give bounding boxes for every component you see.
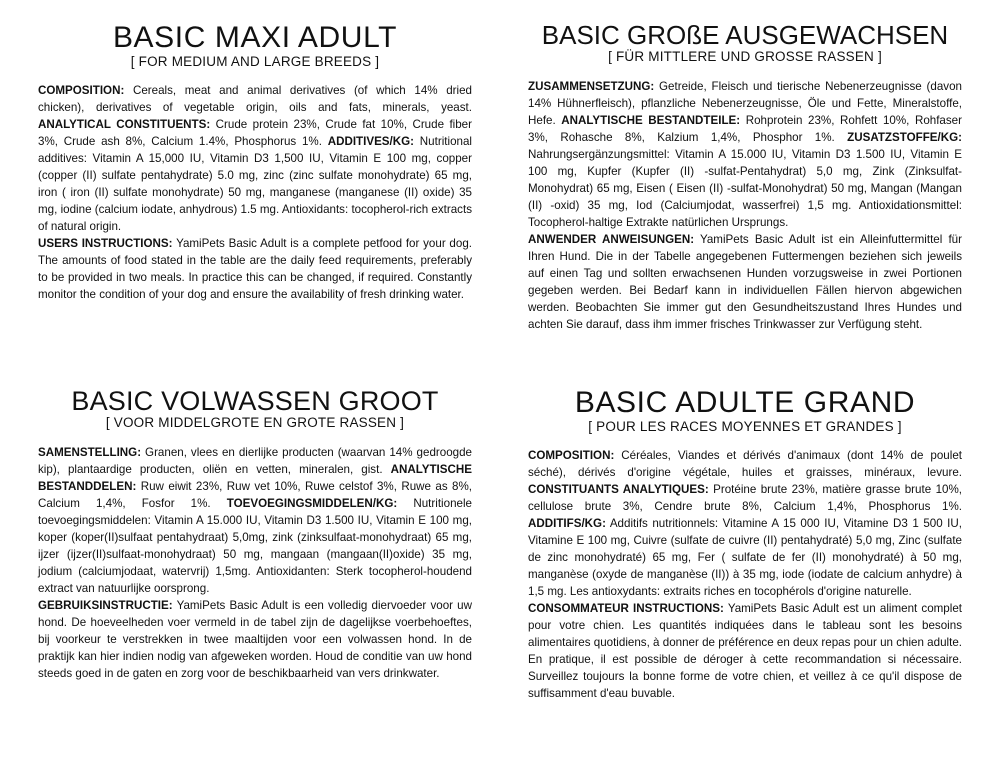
panel-dutch-body	[38, 445, 472, 683]
panel-french-body	[528, 448, 962, 703]
panel-german-header	[528, 22, 962, 65]
page-title-german: BASIC GROßE AUSGEWACHSEN	[541, 20, 949, 50]
label-analytical-dutch: ANALYTISCHE BESTANDDELEN:	[38, 463, 472, 494]
panel-subtitle-english: [ FOR MEDIUM AND LARGE BREEDS ]	[130, 53, 380, 69]
text-composition-french: Céréales, Viandes et dérivés d'animaux (dont 14% de poulet séché), dérivés d'origine végétale, huiles et graisses, minéraux, levure.	[528, 449, 962, 480]
label-composition-german: ZUSAMMENSETZUNG:	[528, 80, 655, 94]
text-additives-french: Additifs nutritionnels: Vitamine A 15 000 IU, Vitamine D3 1 500 IU, Vitamine E 100 mg, Cuivre (sulfate de cuivre (II) pentahydraté) 5,0 mg, Zinc (sulfate de zinc monohydraté) 65 mg, Fer ( sulfate de fer (II) monohydraté) à 50 mg, manganèse (oxyde de manganèse (II)) à 35 mg, iode (iodate de calcium anhydre) à 1,5 mg. Les antioxydants: extraits riches en tocophérols d'origine naturelle.	[528, 517, 962, 599]
text-analytical-dutch: Ruw eiwit 23%, Ruw vet 10%, Ruwe celstof 3%, Ruwe as 8%, Calcium 1,4%, Fosfor 1%.	[38, 480, 472, 511]
panel-subtitle-french: [ POUR LES RACES MOYENNES ET GRANDES ]	[588, 418, 902, 434]
text-composition-dutch: Granen, vlees en dierlijke producten (waarvan 14% gedroogde kip), plantaardige producten, oliën en vetten, mineralen, gist.	[38, 446, 472, 477]
text-instructions-french: YamiPets Basic Adult est un aliment complet pour votre chien. Les quantités indiquées dans le tableau sont les besoins alimentaires quotidiens, à donner de préférence en deux repas pour un chien adulte. En pratique, il est possible de déroger à cette recommandation si nécessaire. Surveillez toujours la bonne forme de votre chien, et veillez à ce qu'il dispose de suffisamment d'eau buvable.	[528, 602, 962, 701]
label-additives-dutch: TOEVOEGINGSMIDDELEN/KG:	[226, 497, 398, 511]
paragraph-instructions-dutch	[38, 598, 472, 683]
text-additives-dutch: Nutritionele toevoegingsmiddelen: Vitamin A 15.000 IU, Vitamin D3 1.500 IU, Vitamin E 100 mg, koper (koper(II)sulfaat pentahydraat) 5,0mg, zink (zinksulfaat-monohydraat) 65 mg, ijzer (ijzer(II)sulfaat-monohydraat) 50 mg, mangaan (mangaan(II)oxide) 35 mg, jodium (calciumjodaat, watervrij) 1,5mg. Antioxidanten: Sterk tocopherol-houdend extract van natuurlijke oorsprong.	[38, 497, 472, 596]
panel-german-body	[528, 79, 962, 334]
label-additives-german: ZUSATZSTOFFE/KG:	[847, 131, 962, 145]
paragraph-instructions-english	[38, 236, 472, 304]
text-analytical-english: Crude protein 23%, Crude fat 10%, Crude fiber 3%, Crude ash 8%, Calcium 1.4%, Phosphorus 1%.	[38, 118, 472, 149]
panel-subtitle-german: [ FÜR MITTLERE UND GROSSE RASSEN ]	[608, 49, 882, 65]
panel-english-body	[38, 83, 472, 304]
label-instructions-german: ANWENDER ANWEISUNGEN:	[528, 233, 695, 246]
text-instructions-german: YamiPets Basic Adult ist ein Alleinfuttermittel für Ihren Hund. Die in der Tabelle angegebenen Futtermengen beziehen sich jeweils auf einen Tag und sollten erwachsenen Hunden vorzugsweise in zwei Portionen gegeben werden. Bei Bedarf kann in individuellen Fällen hiervon abgewichen werden. Beobachten Sie immer gut den Gesundheitszustand Ihres Hundes und achten Sie darauf, dass ihm immer frisches Trinkwasser zur Verfügung steht.	[528, 233, 962, 331]
panel-dutch	[20, 387, 490, 777]
text-instructions-dutch: YamiPets Basic Adult is een volledig diervoeder voor uw hond. De hoeveelheden voer vermeld in de tabel zijn de dagelijkse voerbehoeftes, bij voorkeur te verstrekken in twee maaltijden voor een volwassen hond. In de praktijk kan hier indien nodig van afgeweken worden. Houd de conditie van uw hond steeds goed in de gaten en zorg voor de beschikbaarheid van vers drinkwater.	[38, 599, 472, 680]
label-instructions-french: CONSOMMATEUR INSTRUCTIONS:	[528, 602, 724, 616]
label-additives-french: ADDITIFS/KG:	[528, 517, 606, 531]
panel-french-header	[528, 387, 962, 434]
paragraph-composition-german	[528, 79, 962, 232]
label-composition-english: COMPOSITION:	[38, 84, 125, 98]
label-analytical-german: ANALYTISCHE BESTANDTEILE:	[561, 114, 741, 128]
panel-dutch-header	[38, 387, 472, 431]
paragraph-composition-french	[528, 448, 962, 601]
text-composition-english: Cereals, meat and animal derivatives (of which 14% dried chicken), derivatives of vegetable origin, oils and fats, minerals, yeast.	[38, 84, 472, 115]
text-analytical-french: Protéine brute 23%, matière grasse brute 10%, cellulose brute 3%, Cendre brute 8%, Calcium 1,4%, Phosphorus 1%.	[528, 483, 963, 514]
text-additives-english: Nutritional additives: Vitamin A 15,000 IU, Vitamin D3 1,500 IU, Vitamin E 100 mg, copper (copper (II) sulfate pentahydrate) 5.0 mg, zinc (zinc sulfate monohydrate) 65 mg, iron ( iron (II) sulfate monohydrate) 50 mg, manganese (manganese (II) oxide) 35 mg, iodine (calcium iodate, anhydrous) 1.5 mg. Antioxidants: tocopherol-rich extracts of natural origin.	[38, 135, 472, 234]
label-composition-french: COMPOSITION:	[528, 449, 615, 463]
page-title-french: BASIC ADULTE GRAND	[574, 386, 916, 419]
paragraph-composition-dutch	[38, 445, 472, 598]
panel-german	[510, 22, 980, 387]
label-analytical-english: ANALYTICAL CONSTITUENTS:	[38, 118, 211, 132]
label-additives-english: ADDITIVES/KG:	[327, 135, 415, 149]
page-title-dutch: BASIC VOLWASSEN GROOT	[71, 386, 439, 416]
paragraph-instructions-french	[528, 601, 962, 703]
label-instructions-english: USERS INSTRUCTIONS:	[38, 237, 173, 251]
text-instructions-english: YamiPets Basic Adult is a complete petfood for your dog. The amounts of food stated in the table are the daily feed requirements, preferably to be provided in two meals. In practice this can be changed, if required. Constantly monitor the condition of your dog and ensure the availability of fresh drinking water.	[38, 237, 472, 302]
text-additives-german: Nahrungsergänzungsmittel: Vitamin A 15.000 IU, Vitamin D3 1.500 IU, Vitamin E 100 mg, Kupfer (Kupfer (II) -sulfat-Pentahydrat) 5,0 mg, Zink (Zinksulfat-Monohydrat) 65 mg, Eisen ( Eisen (II) -sulfat-Monohydrat) 50 mg, Mangan (Mangan (II) -oxid) 35 mg, Iod (Calciumjodat, wasserfrei) 1,5 mg. Antioxidationsmittel: Tocopherol-haltige Extrakte natürlichen Ursprungs.	[528, 148, 962, 230]
panel-french	[510, 387, 980, 777]
text-analytical-german: Rohprotein 23%, Rohfett 10%, Rohfaser 3%, Rohasche 8%, Kalzium 1,4%, Phosphor 1%.	[528, 114, 962, 145]
text-composition-german: Getreide, Fleisch und tierische Nebenerzeugnisse (davon 14% Hühnerfleisch), pflanzliche Nebenerzeugnisse, Öle und Fette, Mineralstoffe, Hefe.	[528, 80, 962, 128]
label-analytical-french: CONSTITUANTS ANALYTIQUES:	[528, 483, 709, 497]
paragraph-composition-english	[38, 83, 472, 236]
label-composition-dutch: SAMENSTELLING:	[38, 446, 142, 460]
panel-english	[20, 22, 490, 387]
paragraph-instructions-german	[528, 232, 962, 334]
panel-subtitle-dutch: [ VOOR MIDDELGROTE EN GROTE RASSEN ]	[105, 415, 405, 431]
page-title-english: BASIC MAXI ADULT	[112, 21, 398, 54]
panel-english-header	[38, 22, 472, 69]
label-instructions-dutch: GEBRUIKSINSTRUCTIE:	[38, 599, 173, 613]
